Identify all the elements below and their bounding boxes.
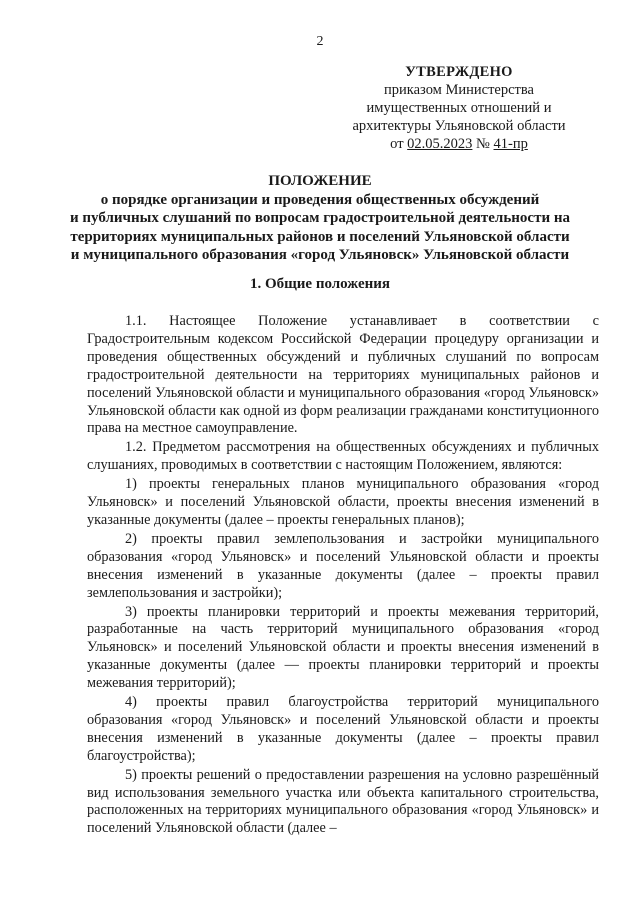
document-title-block — [0, 172, 640, 265]
approval-number: 41-пр — [493, 136, 528, 152]
number-prefix: № — [476, 136, 490, 152]
approval-stamp — [330, 63, 588, 153]
page-number: 2 — [316, 34, 324, 49]
approval-title: УТВЕРЖДЕНО — [405, 64, 513, 80]
list-item: 2) проекты правил землепользования и застройки муниципального образования «город Ульяновск» и поселений Ульяновской области и проекты внесения изменений в указанные документы (далее – проекты правил землепользования и застройки); — [87, 530, 599, 601]
approval-line: имущественных отношений и — [366, 100, 552, 116]
paragraph: 1.1. Настоящее Положение устанавливает в соответствии с Градостроительным кодексом Российской Федерации процедуру организации и проведения общественных обсуждений и публичных слушаний по вопросам градостроительной деятельности на территориях муниципальных районов и поселений Ульяновской области и муниципального образования «город Ульяновск» Ульяновской области как одной из форм реализации гражданами конституционного права на местное самоуправление. — [87, 313, 599, 437]
paragraph: 1.2. Предметом рассмотрения на общественных обсуждениях и публичных слушаниях, проводимых в соответствии с настоящим Положением, являются: — [87, 439, 599, 474]
document-subtitle-line: и муниципального образования «город Ульяновск» Ульяновской области — [70, 247, 570, 263]
approval-date: 02.05.2023 — [407, 136, 473, 152]
list-item: 1) проекты генеральных планов муниципального образования «город Ульяновск» и поселений Ульяновской области, проекты внесения изменений в указанные документы (далее – проекты генеральных планов); — [87, 476, 599, 528]
approval-date-line — [330, 135, 588, 153]
list-item: 3) проекты планировки территорий и проекты межевания территорий, разработанные на часть территорий муниципального образования «город Ульяновск» и поселений Ульяновской области и проекты внесения изменений в указанные документы (далее — проекты планировки территорий и проекты межевания территорий); — [87, 603, 599, 692]
list-item: 4) проекты правил благоустройства территорий муниципального образования «город Ульяновск» и поселений Ульяновской области и проекты внесения изменений в указанные документы (далее – проекты правил благоустройства); — [87, 694, 599, 764]
document-title: ПОЛОЖЕНИЕ — [268, 173, 372, 189]
approval-line: архитектуры Ульяновской области — [352, 118, 566, 134]
approval-line: приказом Министерства — [384, 82, 534, 98]
list-item: 5) проекты решений о предоставлении разрешения на условно разрешённый вид использования земельного участка или объекта капитального строительства, расположенных на территориях муниципального образования «город Ульяновск» и поселений Ульяновской области (далее – — [87, 766, 599, 837]
document-body — [87, 313, 599, 838]
section-heading: 1. Общие положения — [249, 276, 391, 292]
document-subtitle-line: и публичных слушаний по вопросам градостроительной деятельности на — [70, 210, 570, 226]
document-subtitle-line: о порядке организации и проведения общественных обсуждений — [100, 191, 540, 208]
document-subtitle-line: территориях муниципальных районов и поселений Ульяновской области — [70, 228, 570, 245]
date-prefix: от — [390, 136, 404, 152]
